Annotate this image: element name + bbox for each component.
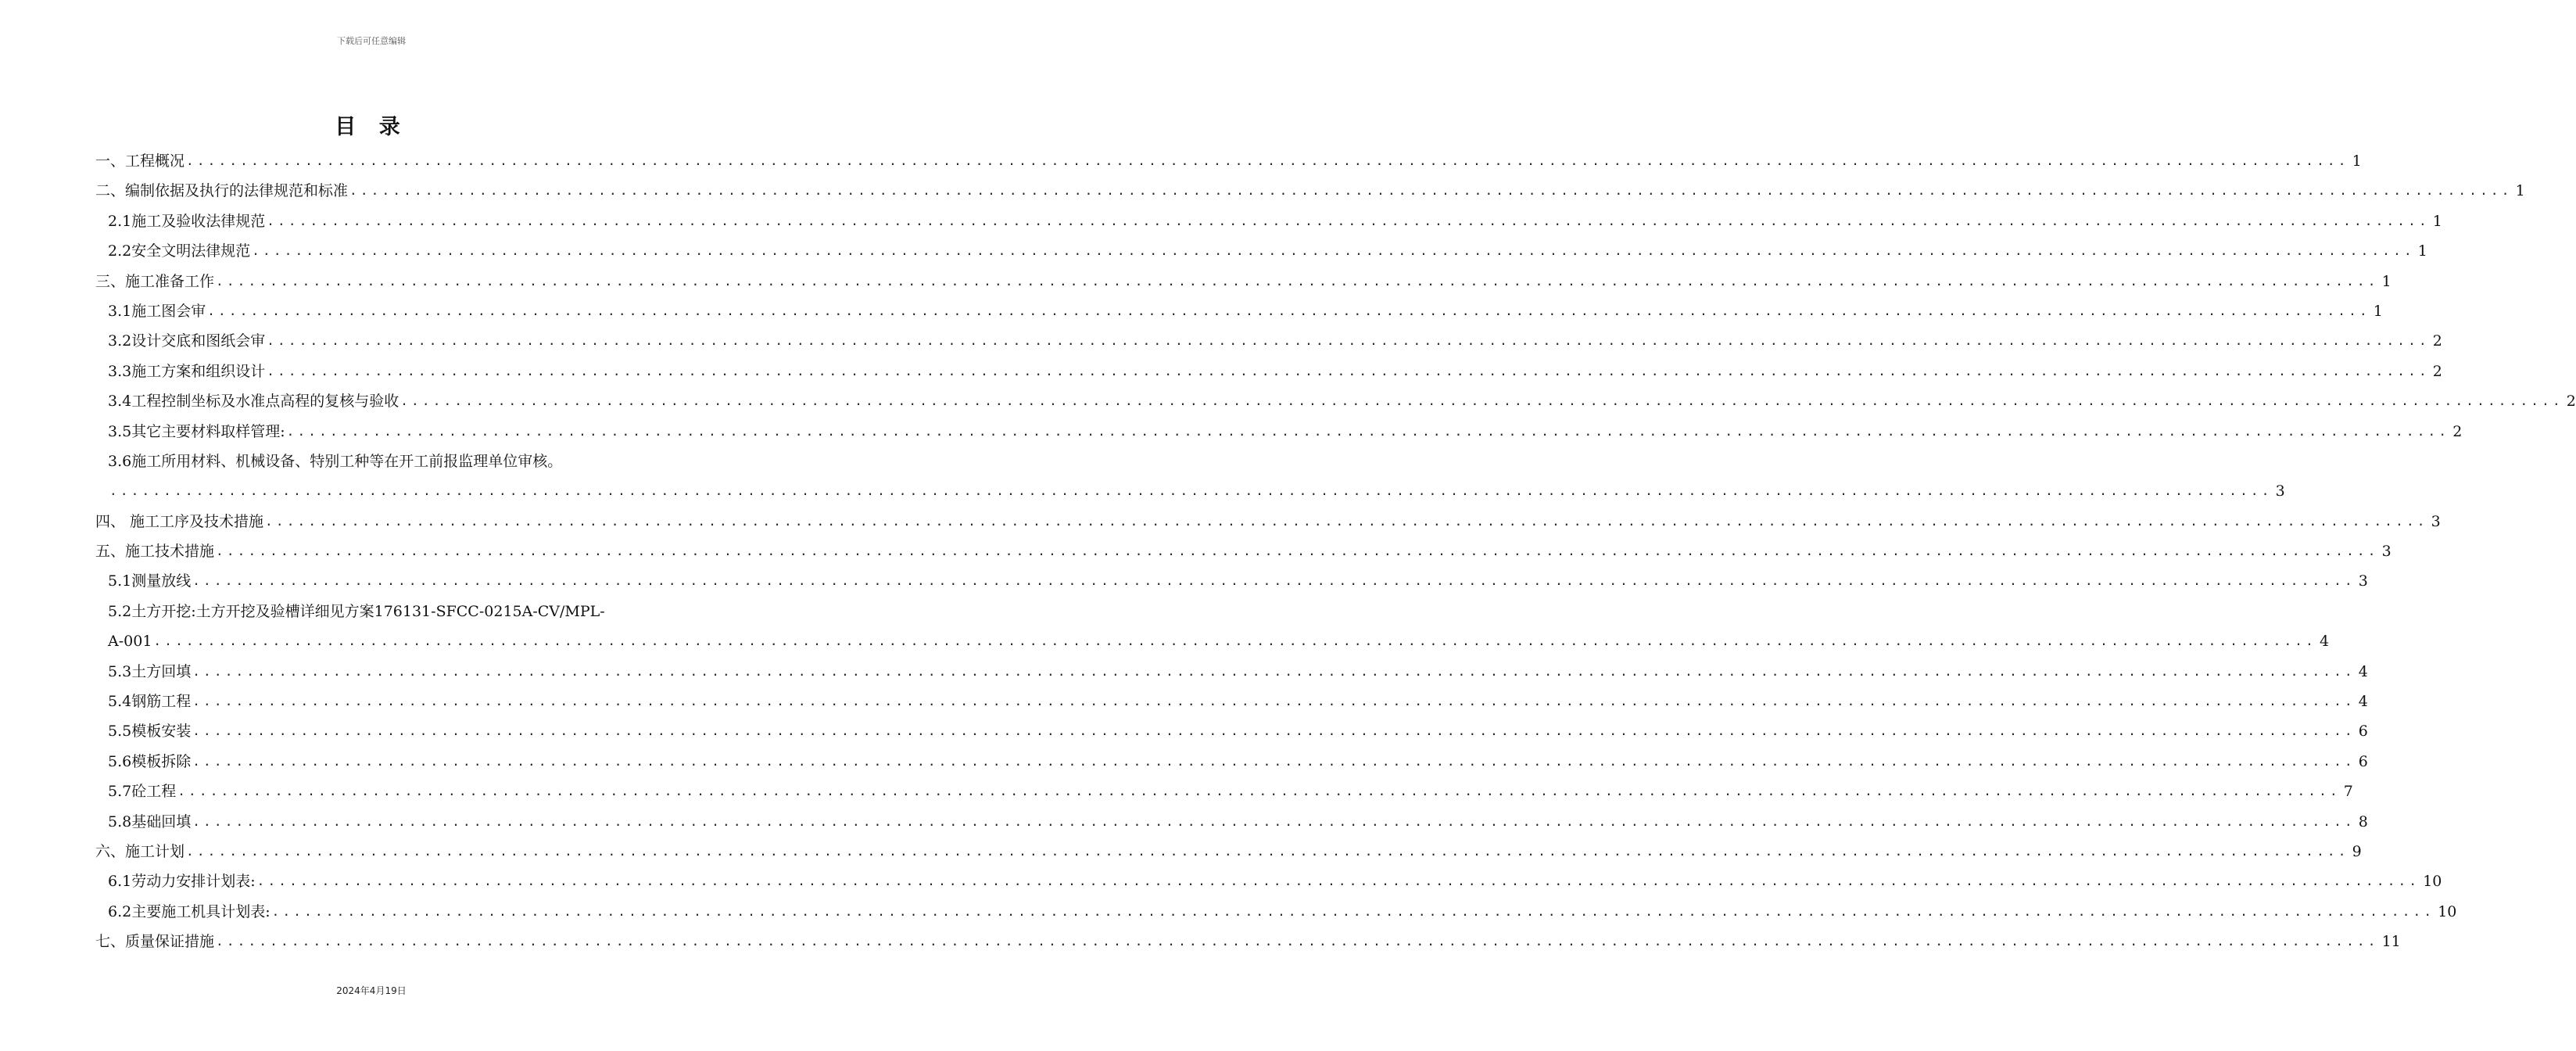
toc-dot-leader: ........................................................................................................................................................................................................: [216, 273, 2379, 289]
toc-entry-label: 5.7砼工程: [108, 783, 177, 801]
toc-entry[interactable]: [95, 716, 2368, 746]
toc-entry-label: 2.1施工及验收法律规范: [108, 212, 266, 230]
toc-entry-page-number: 2: [2432, 332, 2442, 350]
toc-dot-leader: ........................................................................................................................................................................................................: [186, 843, 2349, 859]
toc-entry[interactable]: [95, 747, 2368, 777]
toc-entry-page-number: 2: [2452, 422, 2463, 440]
toc-dot-leader: ........................................................................................................................................................................................................: [192, 573, 2356, 589]
toc-entry-label: 五、施工技术措施: [95, 543, 215, 561]
toc-entry[interactable]: [95, 326, 2442, 356]
toc-entry[interactable]: [95, 357, 2442, 386]
toc-entry[interactable]: [95, 146, 2362, 176]
toc-entry[interactable]: [95, 417, 2463, 447]
toc-entry[interactable]: [95, 206, 2442, 236]
toc-entry-label: 二、编制依据及执行的法律规范和标准: [95, 182, 349, 200]
toc-entry-label: 5.8基础回填: [108, 812, 192, 830]
toc-entry-page-number: 4: [2358, 662, 2368, 680]
toc-entry[interactable]: [95, 597, 672, 626]
toc-entry[interactable]: [95, 176, 2525, 206]
toc-entry-page-number: 9: [2352, 842, 2362, 860]
toc-dot-leader: ........................................................................................................................................................................................................: [192, 753, 2356, 769]
toc-entry-page-number: 10: [2438, 902, 2457, 920]
toc-entry-label: 5.4钢筋工程: [108, 693, 192, 711]
toc-entry[interactable]: [95, 687, 2368, 716]
toc-entry-page-number: 6: [2358, 752, 2368, 770]
toc-dot-leader: ........................................................................................................................................................................................................: [256, 873, 2420, 889]
toc-dot-leader: ........................................................................................................................................................................................................: [177, 784, 2341, 799]
toc-dot-leader: ........................................................................................................................................................................................................: [153, 633, 2316, 649]
toc-entry-label: 5.2土方开挖:土方开挖及验槽详细见方案176131-SFCC-0215A-CV/MPL-: [108, 602, 605, 620]
toc-entry-label: A-001: [108, 633, 152, 651]
toc-entry-label: 3.1施工图会审: [108, 302, 206, 320]
toc-dot-leader: ........................................................................................................................................................................................................: [109, 483, 2273, 499]
toc-dot-leader: ........................................................................................................................................................................................................: [265, 513, 2428, 529]
toc-entry[interactable]: [95, 566, 2368, 596]
toc-entry-label: 四、 施工工序及技术措施: [95, 512, 264, 530]
toc-entry-label: 5.6模板拆除: [108, 752, 192, 770]
toc-entry-page-number: 11: [2381, 933, 2401, 951]
toc-entry-label: 3.6施工所用材料、机械设备、特别工种等在开工前报监理单位审核。: [108, 452, 563, 470]
toc-entry-label: 5.5模板安装: [108, 723, 192, 741]
toc-dot-leader: ........................................................................................................................................................................................................: [192, 694, 2356, 709]
toc-entry-label: 3.5其它主要材料取样管理:: [108, 422, 285, 440]
toc-entry-label: 三、施工准备工作: [95, 272, 215, 290]
toc-entry[interactable]: [95, 296, 2383, 326]
toc-entry[interactable]: [95, 927, 2401, 956]
toc-dot-leader: ........................................................................................................................................................................................................: [267, 333, 2430, 349]
toc-entry-label: 七、质量保证措施: [95, 933, 215, 951]
toc-entry[interactable]: [95, 897, 2457, 927]
toc-entry-page-number: 6: [2358, 723, 2368, 741]
toc-entry-page-number: 8: [2358, 812, 2368, 830]
page-footer-date: 2024年4月19日: [336, 985, 407, 996]
toc-entry-page-number: 3: [2358, 572, 2368, 590]
toc-entry[interactable]: [95, 476, 2285, 506]
toc-entry-page-number: 4: [2358, 693, 2368, 711]
toc-entry-label: 六、施工计划: [95, 842, 185, 860]
page-title: 目 录: [335, 115, 408, 139]
toc-entry[interactable]: [95, 267, 2391, 296]
toc-dot-leader: ........................................................................................................................................................................................................: [267, 363, 2430, 378]
toc-entry-page-number: 1: [2381, 272, 2391, 290]
toc-entry-label: 5.1测量放线: [108, 572, 192, 590]
toc-entry[interactable]: [95, 386, 2576, 416]
toc-entry-page-number: 1: [2432, 212, 2442, 230]
toc-dot-leader: ........................................................................................................................................................................................................: [267, 213, 2430, 228]
toc-dot-leader: ........................................................................................................................................................................................................: [349, 183, 2513, 199]
toc-entry[interactable]: [95, 837, 2362, 866]
toc-entry[interactable]: [95, 447, 672, 476]
toc-entry-page-number: 1: [2373, 302, 2383, 320]
toc-entry[interactable]: [95, 777, 2353, 806]
toc-entry[interactable]: [95, 236, 2427, 266]
toc-entry-page-number: 1: [2417, 242, 2427, 260]
toc-dot-leader: ........................................................................................................................................................................................................: [271, 903, 2435, 919]
toc-dot-leader: ........................................................................................................................................................................................................: [216, 543, 2379, 559]
toc-dot-leader: ........................................................................................................................................................................................................: [207, 303, 2370, 318]
toc-entry[interactable]: [95, 626, 2330, 656]
toc-entry-page-number: 2: [2566, 393, 2576, 411]
toc-entry-page-number: 1: [2515, 182, 2525, 200]
toc-entry[interactable]: [95, 866, 2442, 896]
toc-dot-leader: ........................................................................................................................................................................................................: [186, 153, 2349, 168]
toc-dot-leader: ........................................................................................................................................................................................................: [192, 813, 2356, 829]
toc-entry-label: 3.4工程控制坐标及水准点高程的复核与验收: [108, 393, 399, 411]
toc-entry-page-number: 4: [2319, 633, 2330, 651]
toc-dot-leader: ........................................................................................................................................................................................................: [400, 393, 2563, 409]
toc-entry-page-number: 1: [2352, 152, 2362, 170]
table-of-contents: [95, 146, 2576, 957]
toc-dot-leader: ........................................................................................................................................................................................................: [192, 723, 2356, 739]
toc-entry[interactable]: [95, 657, 2368, 687]
page-header: 下载后可任意编辑: [337, 36, 406, 46]
toc-dot-leader: ........................................................................................................................................................................................................: [192, 663, 2356, 679]
toc-entry[interactable]: [95, 507, 2441, 536]
toc-entry[interactable]: [95, 807, 2368, 837]
toc-entry-label: 一、工程概况: [95, 152, 185, 170]
toc-entry-label: 3.3施工方案和组织设计: [108, 362, 266, 380]
toc-entry-page-number: 10: [2423, 873, 2442, 891]
toc-entry-label: 6.1劳动力安排计划表:: [108, 873, 256, 891]
toc-entry-page-number: 7: [2343, 783, 2353, 801]
toc-entry[interactable]: [95, 536, 2391, 566]
toc-dot-leader: ........................................................................................................................................................................................................: [216, 934, 2379, 949]
toc-entry-label: 3.2设计交底和图纸会审: [108, 332, 266, 350]
toc-dot-leader: ........................................................................................................................................................................................................: [252, 243, 2415, 259]
toc-entry-label: 5.3土方回填: [108, 662, 192, 680]
toc-entry-label: 2.2安全文明法律规范: [108, 242, 251, 260]
toc-entry-label: 6.2主要施工机具计划表:: [108, 902, 270, 920]
toc-entry-page-number: 2: [2432, 362, 2442, 380]
toc-dot-leader: ........................................................................................................................................................................................................: [286, 423, 2450, 439]
toc-entry-page-number: 3: [2275, 482, 2285, 500]
toc-entry-page-number: 3: [2381, 543, 2391, 561]
toc-entry-page-number: 3: [2431, 512, 2441, 530]
